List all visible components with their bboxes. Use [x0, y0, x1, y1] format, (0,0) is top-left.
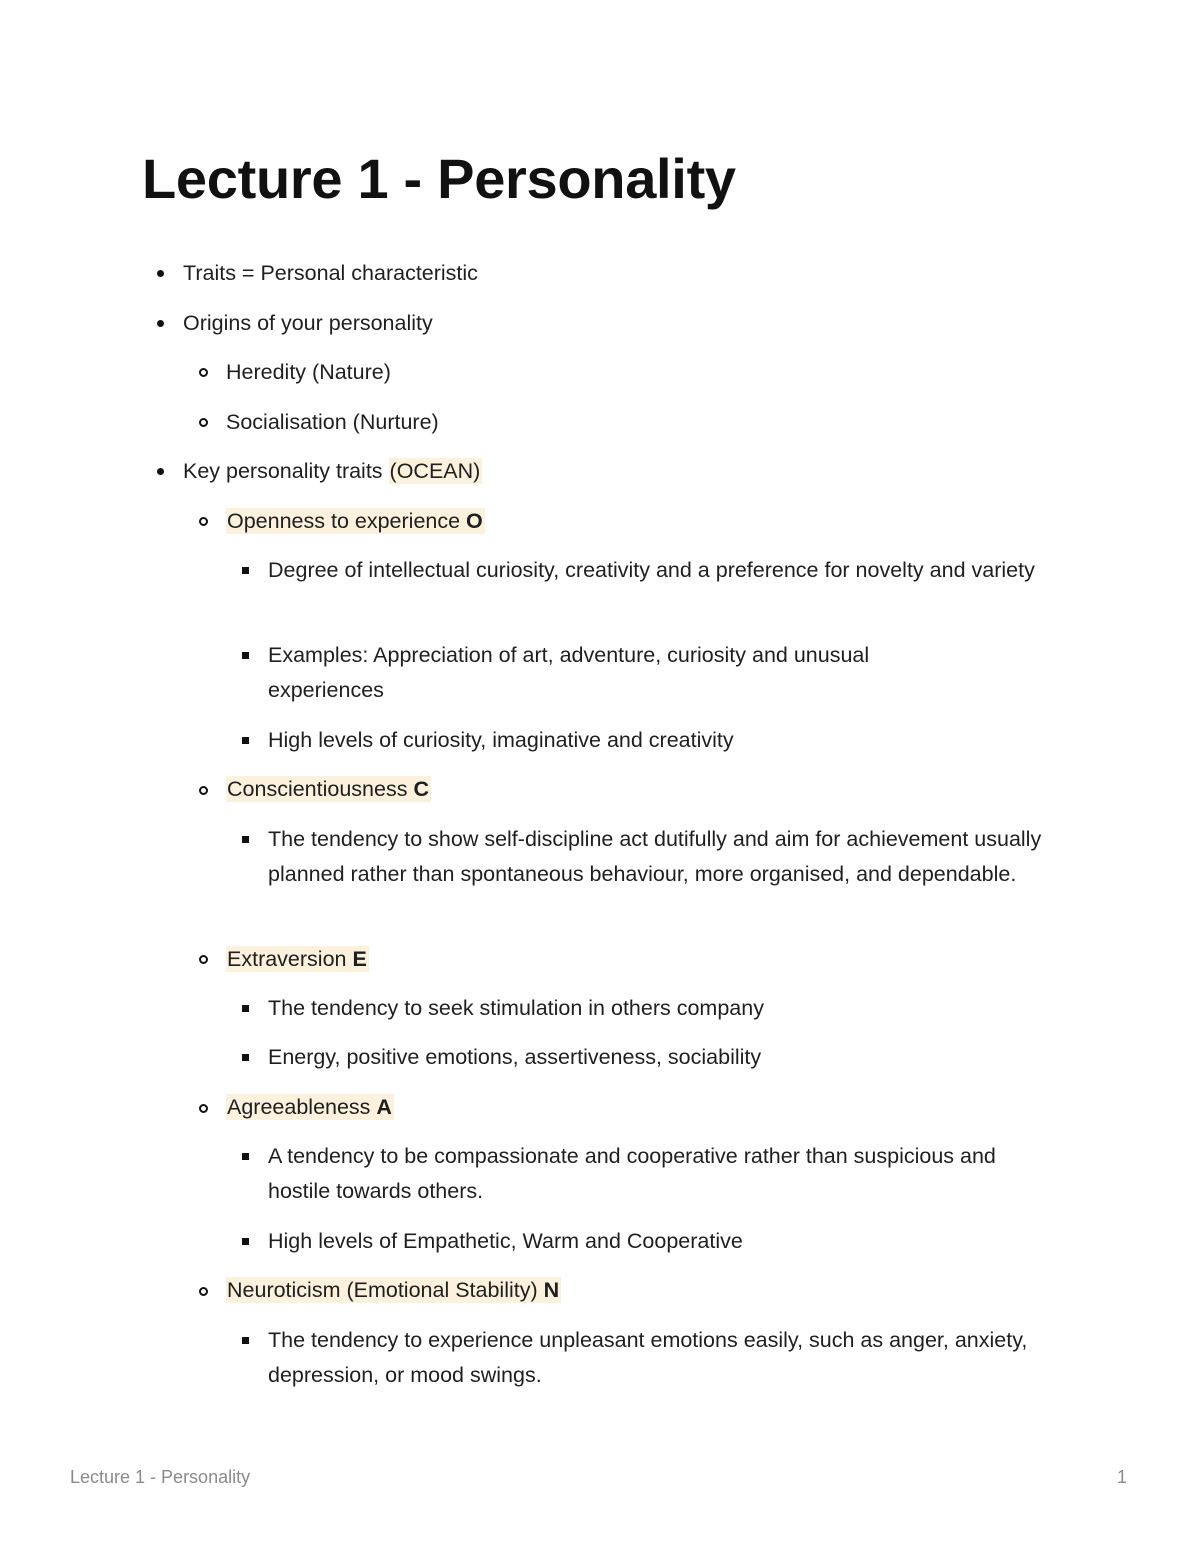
bullet-square-icon [242, 1337, 249, 1344]
list-item-extraversion-point: Energy, positive emotions, assertiveness, sociability [268, 1045, 762, 1069]
trait-name: Extraversion [227, 947, 353, 971]
list-item-traits: Traits = Personal characteristic [183, 261, 478, 285]
trait-highlight [226, 776, 431, 802]
list-item-origins: Origins of your personality [183, 311, 433, 335]
trait-name: Conscientiousness [227, 777, 414, 801]
bullet-square-icon [242, 737, 249, 744]
bullet-circle-icon [199, 517, 208, 526]
list-item-openness-point: High levels of curiosity, imaginative and creativity [268, 728, 734, 752]
trait-heading-extraversion [226, 942, 369, 977]
trait-highlight [226, 1277, 561, 1303]
list-item-openness-point: Degree of intellectual curiosity, creativity and a preference for novelty and variety [268, 558, 1035, 582]
bullet-disc-icon [157, 320, 164, 327]
trait-letter: O [466, 509, 483, 533]
trait-highlight [226, 946, 369, 972]
key-traits-label: Key personality traits [183, 459, 389, 483]
page-number: 1 [1116, 1467, 1127, 1487]
bullet-square-icon [242, 1238, 249, 1245]
bullet-square-icon [242, 1005, 249, 1012]
trait-letter: N [543, 1278, 560, 1302]
bullet-circle-icon [199, 1104, 208, 1113]
trait-letter: A [376, 1095, 392, 1119]
bullet-square-icon [242, 567, 249, 574]
list-item-agreeableness-point: A tendency to be compassionate and cooperative rather than suspicious and hostile towards others. [268, 1144, 996, 1203]
bullet-circle-icon [199, 368, 208, 377]
trait-heading-agreeableness [226, 1090, 394, 1125]
list-item-socialisation: Socialisation (Nurture) [226, 410, 439, 434]
list-item-heredity: Heredity (Nature) [226, 360, 391, 384]
trait-name: Openness to experience [227, 509, 467, 533]
bullet-circle-icon [199, 418, 208, 427]
bullet-square-icon [242, 836, 249, 843]
bullet-circle-icon [199, 1287, 208, 1296]
trait-heading-conscientiousness [226, 772, 431, 807]
trait-highlight [226, 1094, 394, 1120]
bullet-square-icon [242, 1054, 249, 1061]
page-title: Lecture 1 - Personality [142, 147, 736, 210]
trait-heading-neuroticism [226, 1273, 561, 1308]
bullet-disc-icon [157, 468, 164, 475]
list-item-key-traits [183, 454, 482, 489]
bullet-square-icon [242, 652, 249, 659]
trait-name: Agreeableness [227, 1095, 377, 1119]
trait-name: Neuroticism (Emotional Stability) [227, 1278, 544, 1302]
bullet-circle-icon [199, 786, 208, 795]
trait-highlight [226, 508, 485, 534]
bullet-disc-icon [157, 270, 164, 277]
list-item-neuroticism-point: The tendency to experience unpleasant emotions easily, such as anger, anxiety, depression, or mood swings. [268, 1328, 1028, 1387]
bullet-circle-icon [199, 955, 208, 964]
trait-letter: E [352, 947, 367, 971]
list-item-openness-point: Examples: Appreciation of art, adventure, curiosity and unusual experiences [268, 643, 870, 702]
list-item-conscientiousness-point: The tendency to show self-discipline act dutifully and aim for achievement usually planned rather than spontaneous behaviour, more organised, and dependable. [268, 827, 1042, 886]
bullet-square-icon [242, 1153, 249, 1160]
trait-letter: C [413, 777, 429, 801]
ocean-highlight: (OCEAN) [389, 459, 481, 483]
footer-title: Lecture 1 - Personality [70, 1467, 251, 1487]
trait-heading-openness [226, 504, 485, 539]
list-item-agreeableness-point: High levels of Empathetic, Warm and Cooperative [268, 1229, 743, 1253]
list-item-extraversion-point: The tendency to seek stimulation in others company [268, 996, 764, 1020]
